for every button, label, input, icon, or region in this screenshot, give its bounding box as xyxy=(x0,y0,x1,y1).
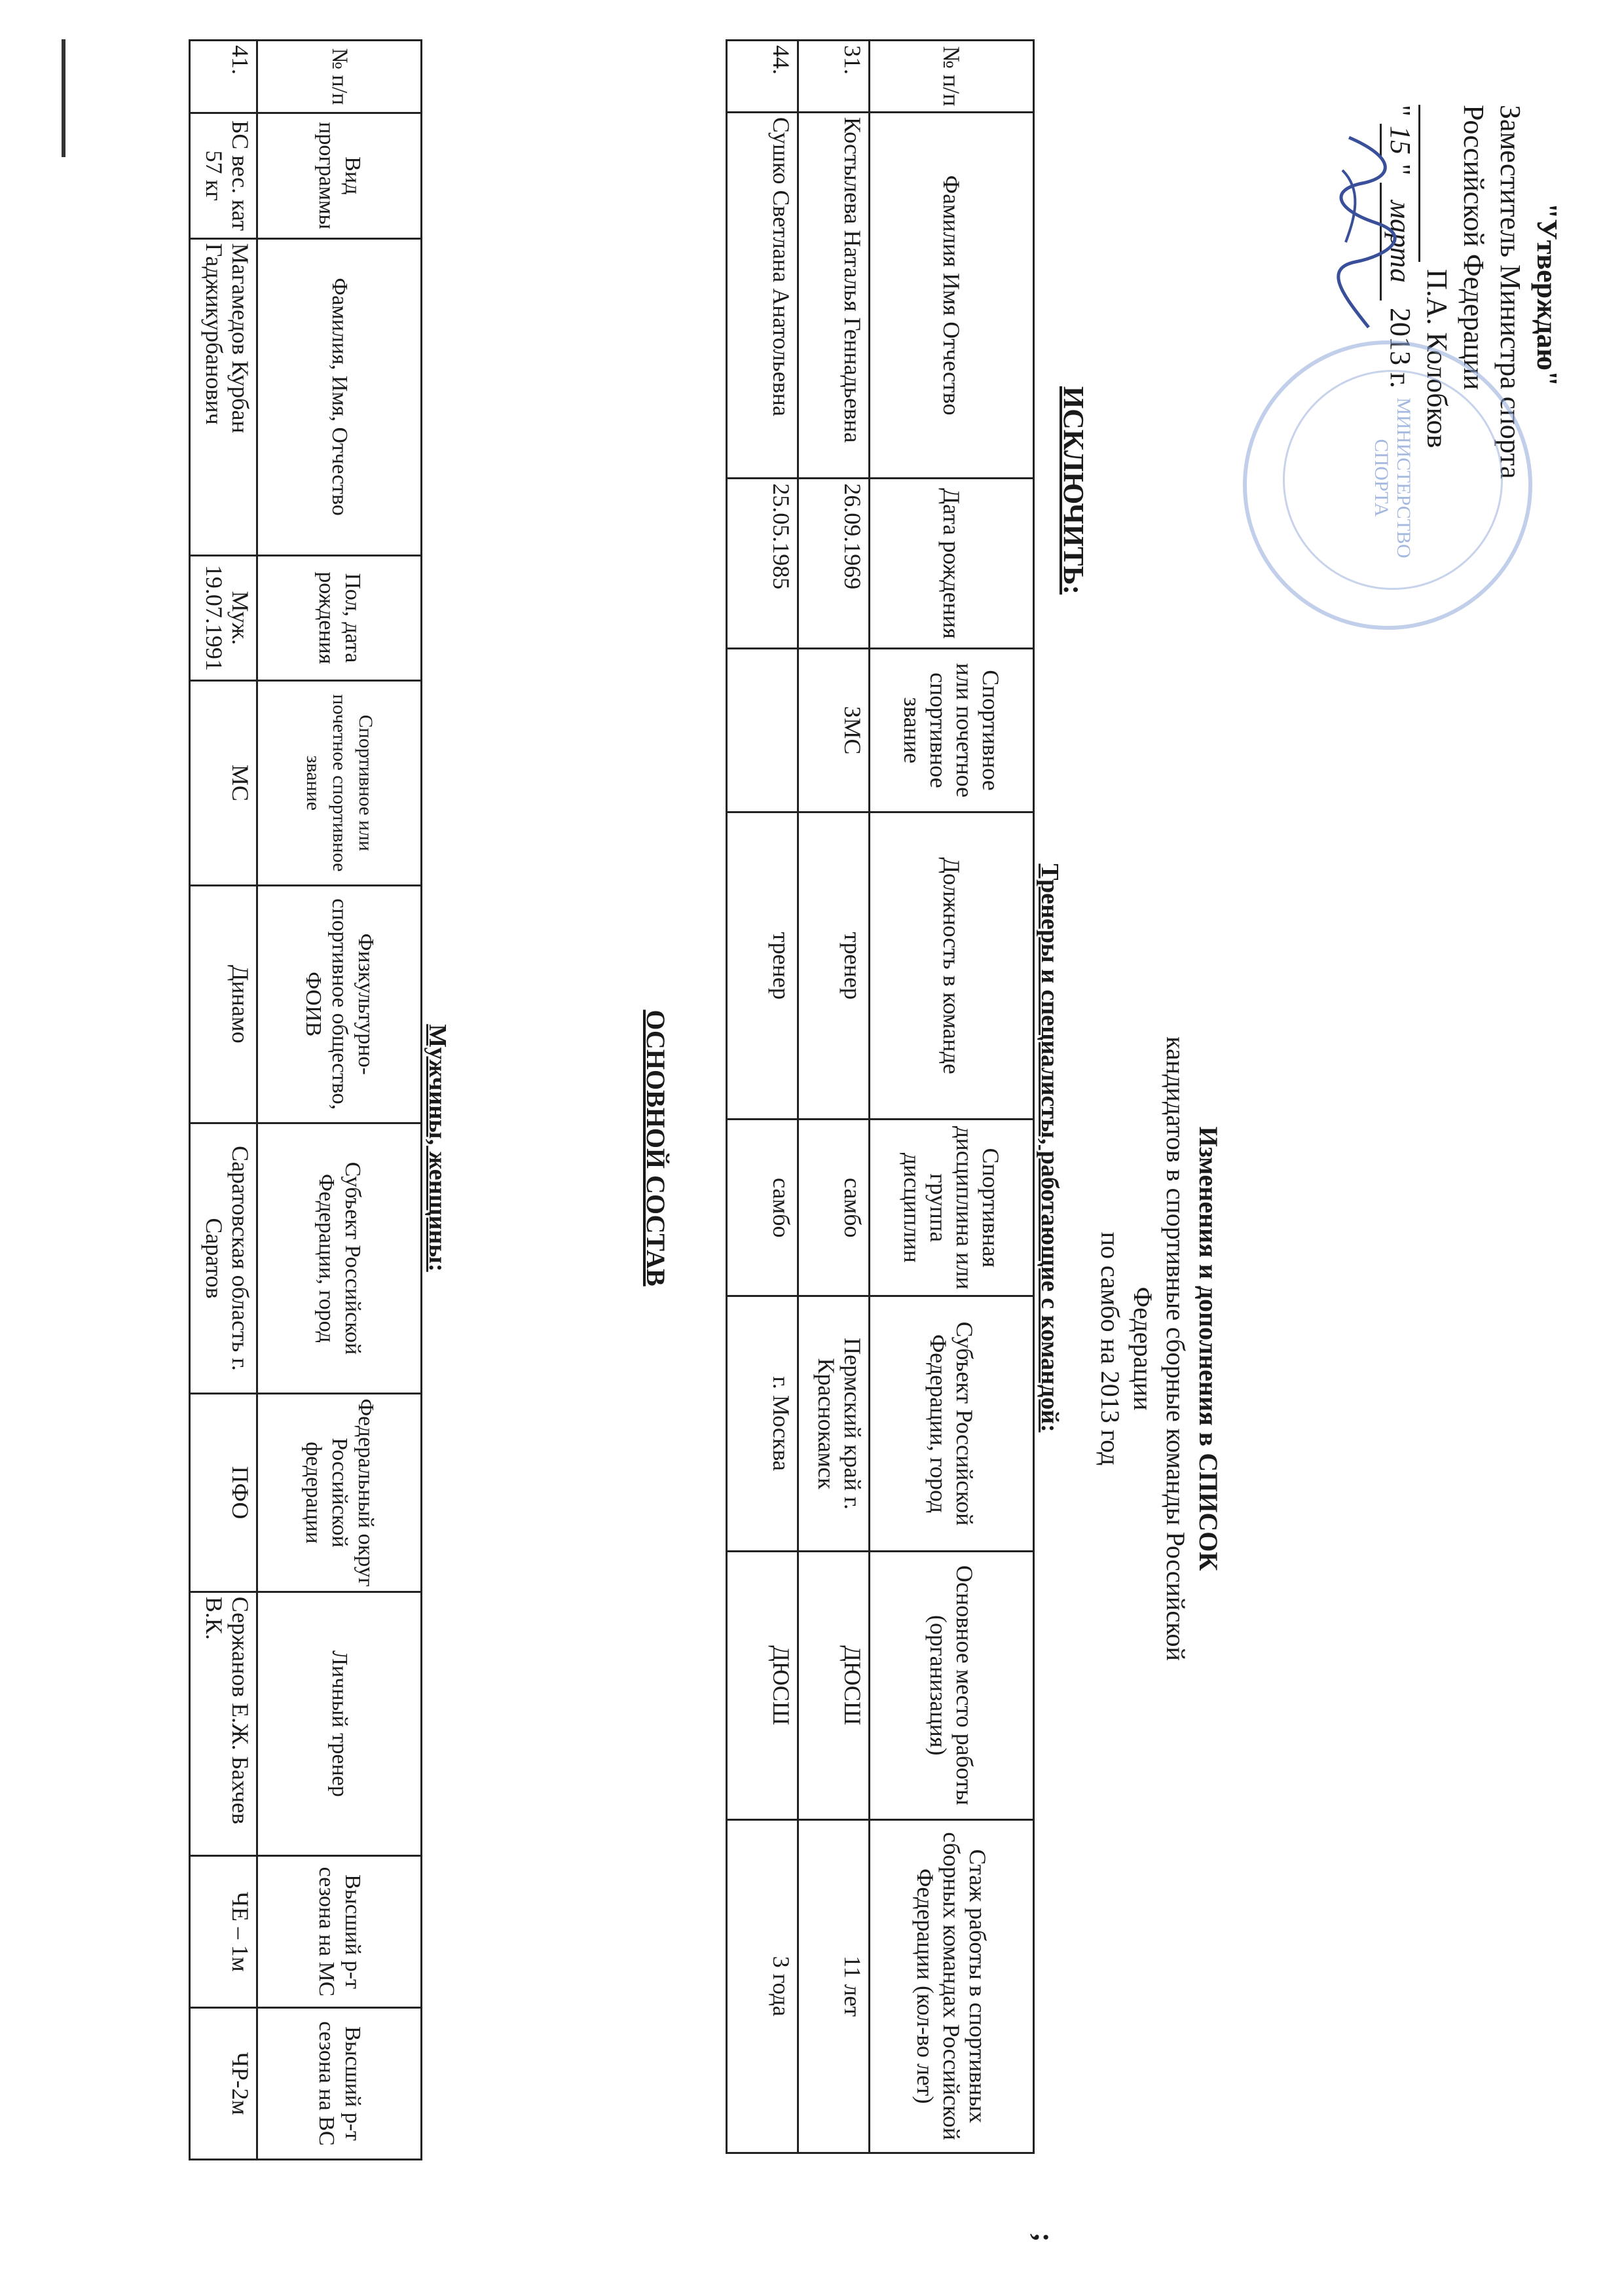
cell-best-national: ЧР-2м xyxy=(190,2007,257,2159)
cell-coach: Сержанов Е.Ж. Бахчев В.К. xyxy=(190,1592,257,1855)
col-header: Должность в команде xyxy=(870,812,1034,1119)
cell-num: 41. xyxy=(190,41,257,113)
side-mark: ; xyxy=(1028,2232,1060,2242)
date-day: 15 xyxy=(1380,124,1418,156)
cell-name: Сушко Светлана Анатольевна xyxy=(727,112,798,478)
heading-title: Изменения и дополнения в СПИСОК xyxy=(1194,1126,1223,1571)
col-header: Высший р-т сезона на МС xyxy=(257,1856,422,2008)
col-header: Стаж работы в спортивных сборных командах Российской Федерации (кол-во лет) xyxy=(870,1819,1034,2153)
cell-sex-birth: Муж. 19.07.1991 xyxy=(190,555,257,681)
coaches-caption: Тренеры и специалисты, работающие с командой: xyxy=(1036,864,1063,1432)
signature-line xyxy=(1418,105,1447,262)
table-row xyxy=(727,41,798,2153)
cell-name: Магамедов Курбан Гаджикурбанович xyxy=(190,238,257,555)
approval-line-2: Российской Федерации xyxy=(1458,105,1490,390)
cell-birth: 25.05.1985 xyxy=(727,479,798,649)
approval-line-1: Заместитель Министра спорта xyxy=(1494,105,1526,479)
document-heading xyxy=(1094,995,1225,1702)
col-header: Вид программы xyxy=(257,113,422,238)
date-month: марта xyxy=(1380,183,1418,301)
cell-region: Саратовская область г. Саратов xyxy=(190,1123,257,1393)
col-header: Фамилия, Имя, Отчество xyxy=(257,238,422,555)
table-row xyxy=(190,41,257,2160)
col-header: Спортивное или почетное спортивное звание xyxy=(870,649,1034,812)
scan-edge-mark xyxy=(62,39,65,157)
col-header: Основное место работы (организация) xyxy=(870,1551,1034,1819)
col-header: Спортивная дисциплина или группа дисциплин xyxy=(870,1120,1034,1296)
coaches-table xyxy=(726,39,1035,2154)
cell-work: ДЮСШ xyxy=(727,1551,798,1819)
date-quote-close: " xyxy=(1384,163,1416,175)
col-header: Личный тренер xyxy=(257,1592,422,1855)
col-header: Физкультурно-спортивное общество, ФОИВ xyxy=(257,885,422,1123)
cell-discipline: самбо xyxy=(727,1120,798,1296)
cell-program: БС вес. кат 57 кг xyxy=(190,113,257,238)
cell-title: МС xyxy=(190,681,257,886)
cell-work: ДЮСШ xyxy=(798,1551,870,1819)
handwritten-signature-icon xyxy=(1329,131,1401,340)
cell-num: 44. xyxy=(727,41,798,113)
col-header: Спортивное или почетное спортивное звание xyxy=(257,681,422,886)
approval-title: "Утверждаю" xyxy=(1531,203,1563,387)
col-header: № п/п xyxy=(870,41,1034,113)
date-year: 2013 г. xyxy=(1384,307,1416,389)
approval-signer: П.А. Колобков xyxy=(1421,269,1453,448)
cell-best-international: ЧЕ – 1м xyxy=(190,1856,257,2008)
cell-experience: 11 лет xyxy=(798,1819,870,2153)
col-header: Субъект Российской Федерации, город xyxy=(257,1123,422,1393)
cell-discipline: самбо xyxy=(798,1120,870,1296)
cell-position: тренер xyxy=(727,812,798,1119)
cell-birth: 26.09.1969 xyxy=(798,479,870,649)
heading-line-2: кандидатов в спортивные сборные команды Российской Федерации xyxy=(1128,1036,1190,1661)
seal-text: МИНИСТЕРСТВО СПОРТА xyxy=(1371,397,1414,558)
cell-num: 31. xyxy=(798,41,870,113)
date-quote-open: " xyxy=(1384,105,1416,117)
athletes-header-row xyxy=(257,41,422,2160)
col-header: Высший р-т сезона на ВС xyxy=(257,2007,422,2159)
heading-line-3: по самбо на 2013 год xyxy=(1096,1231,1125,1466)
cell-region: г. Москва xyxy=(727,1296,798,1552)
cell-district: ПФО xyxy=(190,1394,257,1592)
cell-experience: 3 года xyxy=(727,1819,798,2153)
main-team-title: ОСНОВНОЙ СОСТАВ xyxy=(641,1010,671,1286)
table-row xyxy=(798,41,870,2153)
cell-name: Костылева Наталья Геннадьевна xyxy=(798,112,870,478)
col-header: Федеральный округ Российской федерации xyxy=(257,1394,422,1592)
col-header: Субъект Российской Федерации, город xyxy=(870,1296,1034,1552)
cell-position: тренер xyxy=(798,812,870,1119)
cell-title xyxy=(727,649,798,812)
athletes-table xyxy=(189,39,422,2160)
col-header: Пол, дата рождения xyxy=(257,555,422,681)
section-exclude: ИСКЛЮЧИТЬ: xyxy=(1058,386,1090,595)
col-header: Фамилия Имя Отчество xyxy=(870,112,1034,478)
cell-region: Пермский край г. Краснокамск xyxy=(798,1296,870,1552)
coaches-header-row xyxy=(870,41,1034,2153)
cell-title: ЗМС xyxy=(798,649,870,812)
athletes-caption: Мужчины, женщины: xyxy=(424,1024,451,1272)
col-header: Дата рождения xyxy=(870,479,1034,649)
cell-society: Динамо xyxy=(190,885,257,1123)
col-header: № п/п xyxy=(257,41,422,113)
